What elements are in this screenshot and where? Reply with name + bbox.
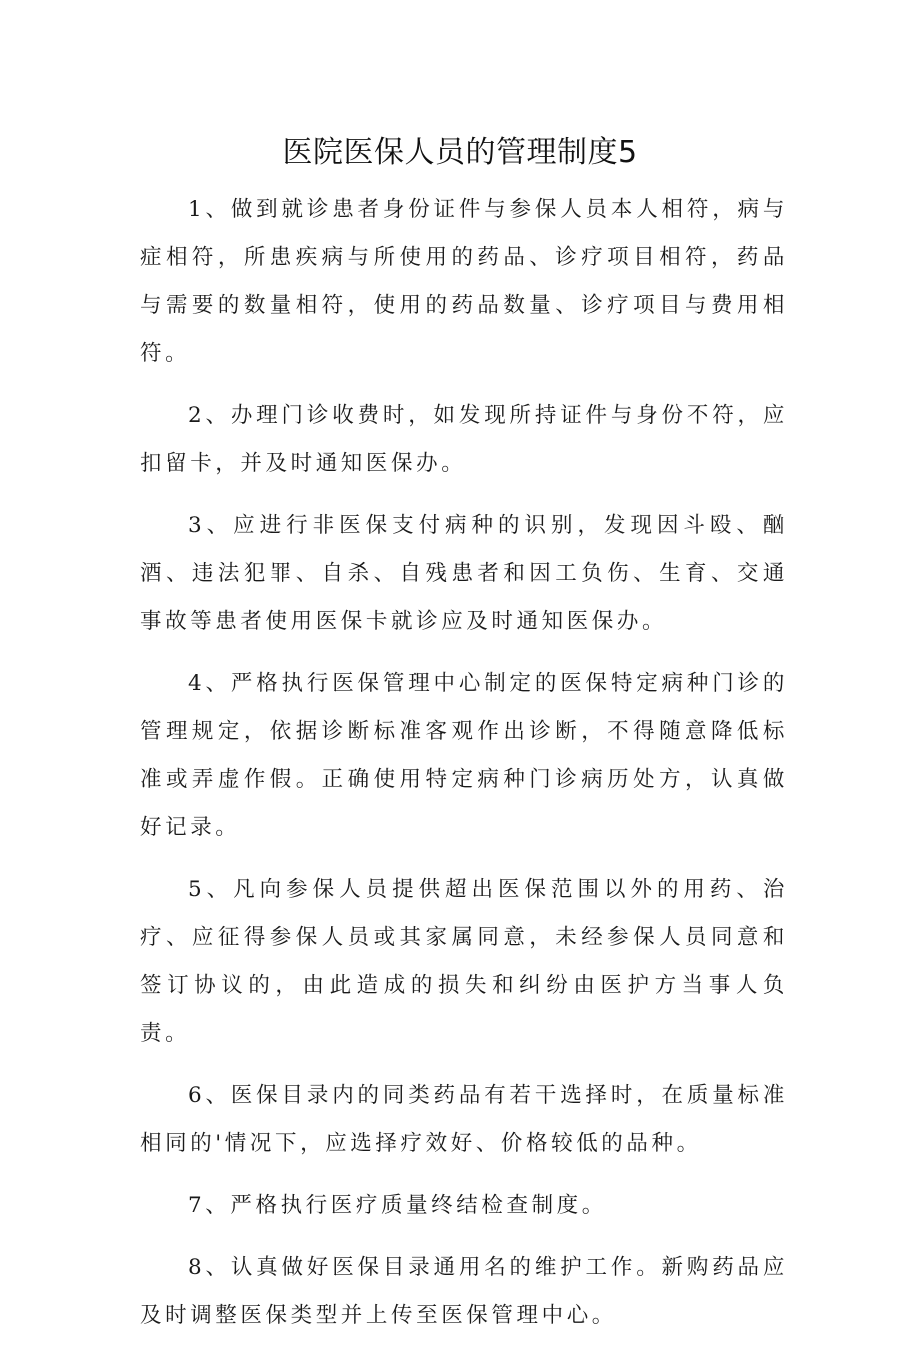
paragraph-2: 2、办理门诊收费时，如发现所持证件与身份不符，应扣留卡，并及时通知医保办。 — [140, 403, 788, 476]
paragraph-4: 4、严格执行医保管理中心制定的医保特定病种门诊的管理规定，依据诊断标准客观作出诊断，不得随意降低标准或弄虚作假。正确使用特定病种门诊病历处方，认真做好记录。 — [140, 671, 788, 840]
paragraph-6: 6、医保目录内的同类药品有若干选择时，在质量标准相同的'情况下，应选择疗效好、价格较低的品种。 — [140, 1083, 788, 1156]
paragraph-8: 8、认真做好医保目录通用名的维护工作。新购药品应及时调整医保类型并上传至医保管理中心。 — [140, 1255, 788, 1328]
page-title: 医院医保人员的管理制度5 — [282, 135, 638, 170]
paragraph-3: 3、应进行非医保支付病种的识别，发现因斗殴、酗酒、违法犯罪、自杀、自残患者和因工负伤、生育、交通事故等患者使用医保卡就诊应及时通知医保办。 — [140, 513, 788, 634]
document-body — [140, 186, 788, 1354]
paragraph-1: 1、做到就诊患者身份证件与参保人员本人相符，病与症相符，所患疾病与所使用的药品、诊疗项目相符，药品与需要的数量相符，使用的药品数量、诊疗项目与费用相符。 — [140, 197, 788, 366]
paragraph-5: 5、凡向参保人员提供超出医保范围以外的用药、治疗、应征得参保人员或其家属同意，未经参保人员同意和签订协议的，由此造成的损失和纠纷由医护方当事人负责。 — [140, 877, 788, 1046]
paragraph-7: 7、严格执行医疗质量终结检查制度。 — [188, 1193, 607, 1218]
